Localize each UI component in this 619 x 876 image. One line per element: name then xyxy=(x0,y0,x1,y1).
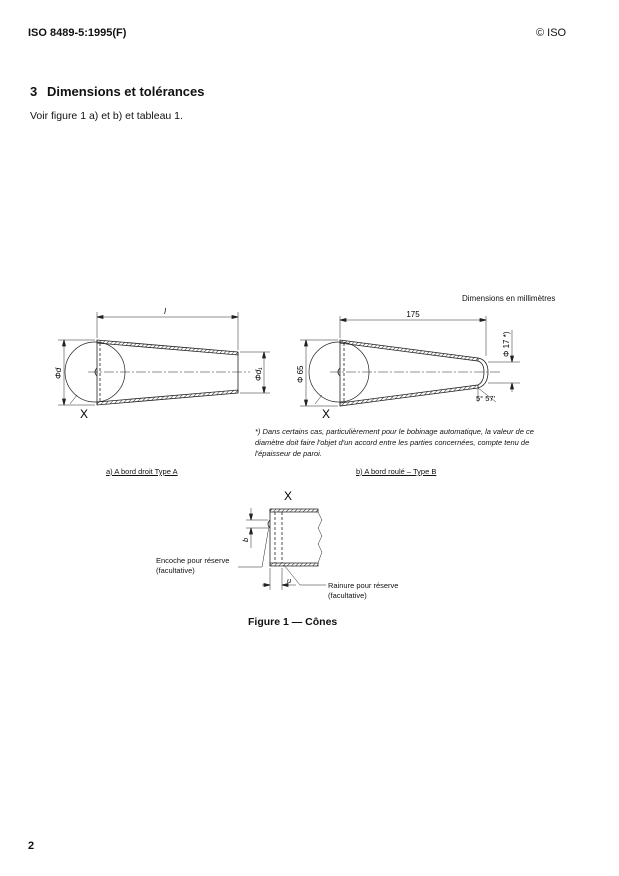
section-intro: Voir figure 1 a) et b) et tableau 1. xyxy=(30,110,183,122)
figure-caption: Figure 1 — Cônes xyxy=(248,616,338,628)
cone-type-b xyxy=(300,316,520,406)
notch-label-line-1: Encoche pour réserve xyxy=(156,556,230,565)
section-number: 3 xyxy=(30,84,38,99)
type-b-diameter-small: Φ 17 *) xyxy=(502,331,511,357)
type-a-diameter-small: Φd₁ xyxy=(254,367,263,381)
document-id: ISO 8489-5:1995(F) xyxy=(28,27,127,39)
diameter-footnote: *) Dans certains cas, particulièrement pour le bobinage automatique, la valeur de ce diamètre doit faire l'objet d'un accord entre les parties concernées, compte tenu de l'épaisseur de paroi. xyxy=(255,427,534,458)
units-note: Dimensions en millimètres xyxy=(462,294,556,303)
notch-label-line-2: (facultative) xyxy=(156,566,195,575)
type-b-length-label: 175 xyxy=(406,310,420,319)
detail-marker: X xyxy=(284,489,293,503)
detail-x-drawing xyxy=(238,508,326,590)
cone-type-a xyxy=(58,312,270,405)
detail-dim-b: b xyxy=(241,537,250,542)
caption-type-b: b) A bord roulé – Type B xyxy=(356,467,437,476)
caption-type-a: a) A bord droit Type A xyxy=(106,467,178,476)
section-title: Dimensions et tolérances xyxy=(47,84,205,99)
type-b-diameter-large: Φ 65 xyxy=(296,365,305,383)
type-b-angle-label: 5° 57′ xyxy=(476,394,496,403)
groove-label-line-1: Rainure pour réserve xyxy=(328,581,399,590)
page-number: 2 xyxy=(28,840,35,852)
notch-note xyxy=(156,556,229,576)
type-b-detail-marker: X xyxy=(322,407,331,421)
groove-note xyxy=(328,581,398,601)
type-a-diameter-large: Φd xyxy=(54,367,63,379)
copyright-notice: © ISO xyxy=(536,27,567,39)
type-a-detail-marker: X xyxy=(80,407,89,421)
groove-label-line-2: (facultative) xyxy=(328,591,367,600)
detail-dim-u: u xyxy=(287,576,292,585)
type-a-length-label: l xyxy=(164,307,166,316)
